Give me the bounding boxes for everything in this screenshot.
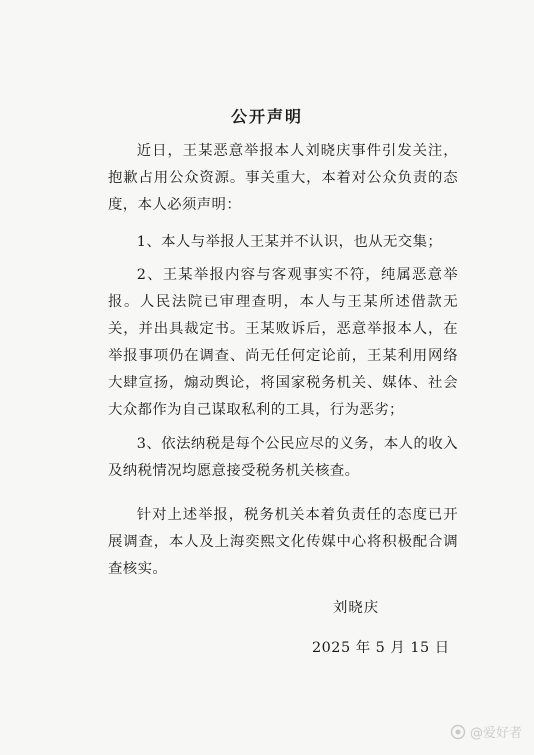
point-1-paragraph: 1、本人与举报人王某并不认识，也从无交集； (136, 234, 443, 250)
watermark-text: @爱好者 (469, 726, 522, 741)
document-title: 公开声明 (230, 107, 303, 126)
point-3-paragraph: 3、依法纳税是每个公民应尽的义务，本人的收入及纳税情况均愿意接受税务机关核查。 (108, 436, 458, 479)
watermark-logo-icon (450, 724, 466, 740)
point-2-paragraph: 2、王某举报内容与客观事实不符，纯属恶意举报。人民法院已审理查明，本人与王某所述借款无关，并出具裁定书。王某败诉后，恶意举报本人，在举报事项仍在调查、尚无任何定论前，王某利用网络大肆宣扬，煽动舆论，将国家税务机关、媒体、社会大众都作为自己谋取私利的工具，行为恶劣； (108, 267, 458, 418)
statement-date: 2025 年 5 月 15 日 (312, 640, 450, 656)
closing-paragraph: 针对上述举报，税务机关本着负责任的态度已开展调查，本人及上海奕熙文化传媒中心将积极配合调查核实。 (108, 507, 458, 577)
watermark (450, 722, 522, 741)
signature: 刘晓庆 (333, 600, 380, 616)
intro-paragraph: 近日，王某恶意举报本人刘晓庆事件引发关注，抱歉占用公众资源。事关重大，本着对公众负责的态度，本人必须声明： (108, 143, 458, 213)
